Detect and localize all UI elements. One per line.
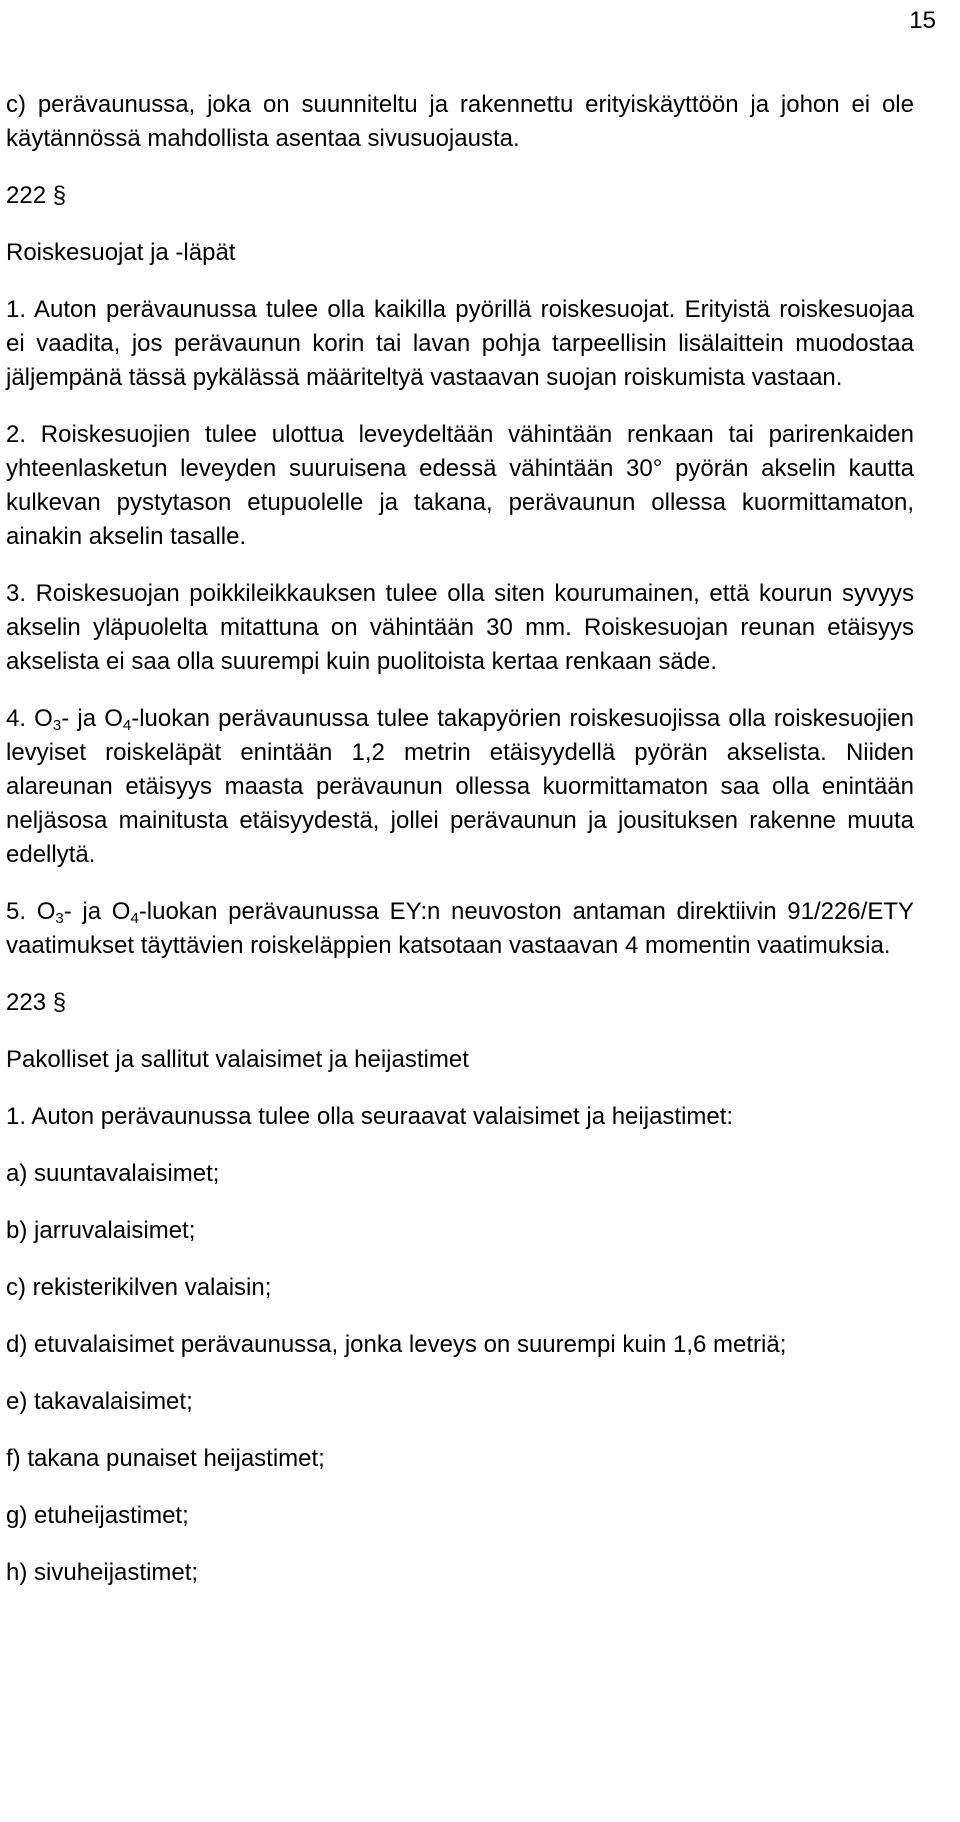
section-223-title: Pakolliset ja sallitut valaisimet ja heijastimet <box>6 1046 469 1073</box>
section-222-paragraph-4 <box>6 702 914 872</box>
p4-subscript-3: 3 <box>52 717 62 734</box>
list-item-a: a) suuntavalaisimet; <box>6 1160 220 1187</box>
p5-prefix: 5. O <box>6 898 56 925</box>
section-223-paragraph-1: 1. Auton perävaunussa tulee olla seuraavat valaisimet ja heijastimet: <box>6 1103 734 1130</box>
section-222-paragraph-2: 2. Roiskesuojien tulee ulottua leveydeltään vähintään renkaan tai parirenkaiden yhteenlasketun leveyden suuruisena edessä vähintään 30° pyörän akselin kautta kulkevan pystytason etupuolelle ja takana, perävaunun ollessa kuormittamaton, ainakin akselin tasalle. <box>6 421 914 550</box>
p4-rest: -luokan perävaunussa tulee takapyörien roiskesuojissa olla roiskesuojien levyiset roiskeläpät enintään 1,2 metrin etäisyydellä pyörän akselista. Niiden alareunan etäisyys maasta perävaunun ollessa kuormittamaton saa olla enintään neljäsosa mainitusta etäisyydestä, jollei perävaunun ja jousituksen rakenne muuta edellytä. <box>6 705 915 868</box>
section-223-number: 223 § <box>6 989 67 1016</box>
list-item-e: e) takavalaisimet; <box>6 1388 193 1415</box>
p5-subscript-4: 4 <box>130 910 139 927</box>
p4-subscript-4: 4 <box>122 717 132 734</box>
paragraph-c: c) perävaunussa, joka on suunniteltu ja rakennettu erityiskäyttöön ja johon ei ole käytännössä mahdollista asentaa sivusuojausta. <box>6 91 914 152</box>
p5-mid: - ja O <box>63 898 131 925</box>
list-item-g: g) etuheijastimet; <box>6 1502 189 1529</box>
list-item-c: c) rekisterikilven valaisin; <box>6 1274 272 1301</box>
section-222-paragraph-3: 3. Roiskesuojan poikkileikkauksen tulee olla siten kourumainen, että kourun syvyys akselin yläpuolelta mitattuna on vähintään 30 mm. Roiskesuojan reunan etäisyys akselista ei saa olla suurempi kuin puolitoista kertaa renkaan säde. <box>6 580 914 675</box>
section-222-title: Roiskesuojat ja -läpät <box>6 239 236 266</box>
page-number: 15 <box>909 7 936 34</box>
p4-mid: - ja O <box>61 705 123 732</box>
p5-subscript-3: 3 <box>55 910 64 927</box>
section-222-paragraph-5 <box>6 895 914 963</box>
section-222-paragraph-1: 1. Auton perävaunussa tulee olla kaikilla pyörillä roiskesuojat. Erityistä roiskesuojaa ei vaadita, jos perävaunun korin tai lavan pohja tarpeellisin lisälaittein muodostaa jäljempänä tässä pykälässä määriteltyä vastaavan suojan roiskumista vastaan. <box>6 296 914 391</box>
p4-prefix: 4. O <box>6 705 53 732</box>
list-item-b: b) jarruvalaisimet; <box>6 1217 196 1244</box>
list-item-f: f) takana punaiset heijastimet; <box>6 1445 325 1472</box>
list-item-h: h) sivuheijastimet; <box>6 1559 199 1586</box>
section-222-number: 222 § <box>6 182 67 209</box>
p5-rest: -luokan perävaunussa EY:n neuvoston antaman direktiivin 91/226/ETY vaatimukset täyttävien roiskeläppien katsotaan vastaavan 4 momentin vaatimuksia. <box>6 898 915 959</box>
list-item-d: d) etuvalaisimet perävaunussa, jonka leveys on suurempi kuin 1,6 metriä; <box>6 1331 787 1358</box>
document-body <box>6 88 914 1613</box>
